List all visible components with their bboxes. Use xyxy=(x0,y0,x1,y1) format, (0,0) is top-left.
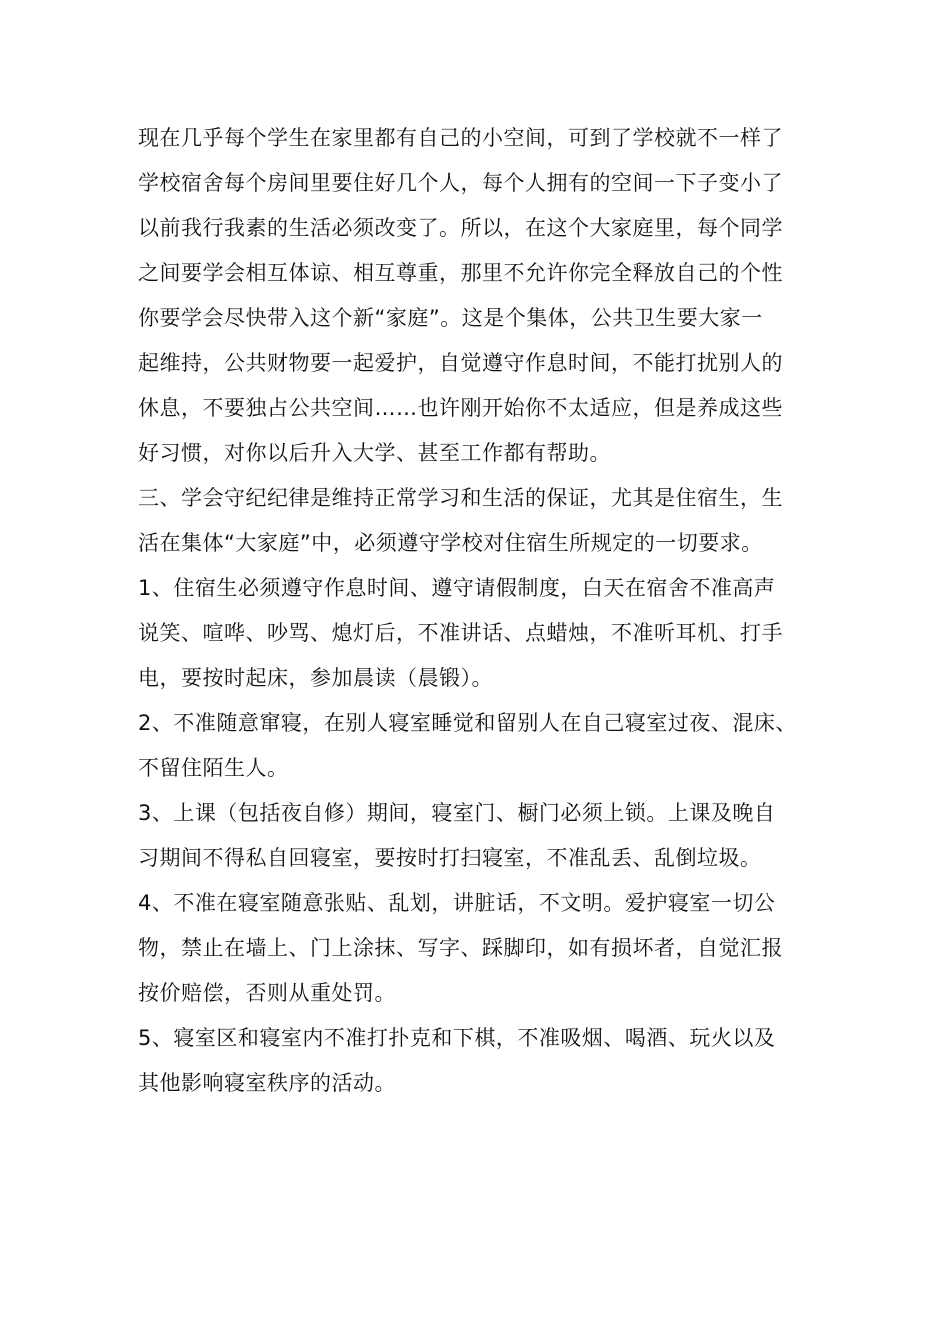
text-line-7: 休息，不要独占公共空间……也许刚开始你不太适应，但是养成这些 xyxy=(138,396,783,420)
text-line-15: 不留住陌生人。 xyxy=(138,756,289,780)
text-line-21: 5、寝室区和寝室内不准打扑克和下棋，不准吸烟、喝酒、玩火以及 xyxy=(138,1026,776,1050)
document-body xyxy=(138,116,858,1106)
text-line-4: 之间要学会相互体谅、相互尊重，那里不允许你完全释放自己的个性 xyxy=(138,261,783,285)
text-line-13: 电，要按时起床，参加晨读（晨锻）。 xyxy=(138,666,493,690)
text-line-11: 1、住宿生必须遵守作息时间、遵守请假制度，白天在宿舍不准高声 xyxy=(138,576,776,600)
text-line-22: 其他影响寝室秩序的活动。 xyxy=(138,1071,396,1095)
text-line-3: 以前我行我素的生活必须改变了。所以，在这个大家庭里，每个同学 xyxy=(138,216,783,240)
text-line-5: 你要学会尽快带入这个新“家庭”。这是个集体，公共卫生要大家一 xyxy=(138,306,763,330)
text-line-19: 物，禁止在墙上、门上涂抹、写字、踩脚印，如有损坏者，自觉汇报 xyxy=(138,936,783,960)
text-line-8: 好习惯，对你以后升入大学、甚至工作都有帮助。 xyxy=(138,441,611,465)
text-line-10: 活在集体“大家庭”中，必须遵守学校对住宿生所规定的一切要求。 xyxy=(138,531,763,555)
text-line-9: 三、学会守纪纪律是维持正常学习和生活的保证，尤其是住宿生，生 xyxy=(138,486,783,510)
text-line-2: 学校宿舍每个房间里要住好几个人，每个人拥有的空间一下子变小了 xyxy=(138,171,783,195)
text-line-17: 习期间不得私自回寝室，要按时打扫寝室，不准乱丢、乱倒垃圾。 xyxy=(138,846,762,870)
text-line-20: 按价赔偿，否则从重处罚。 xyxy=(138,981,396,1005)
text-line-12: 说笑、喧哗、吵骂、熄灯后，不准讲话、点蜡烛，不准听耳机、打手 xyxy=(138,621,783,645)
text-line-14: 2、不准随意窜寝，在别人寝室睡觉和留别人在自己寝室过夜、混床、 xyxy=(138,711,797,735)
text-line-6: 起维持，公共财物要一起爱护，自觉遵守作息时间，不能打扰别人的 xyxy=(138,351,783,375)
text-line-18: 4、不准在寝室随意张贴、乱划，讲脏话，不文明。爱护寝室一切公 xyxy=(138,891,776,915)
text-line-1: 现在几乎每个学生在家里都有自己的小空间，可到了学校就不一样了 xyxy=(138,126,783,150)
text-line-16: 3、上课（包括夜自修）期间，寝室门、橱门必须上锁。上课及晚自 xyxy=(138,801,776,825)
